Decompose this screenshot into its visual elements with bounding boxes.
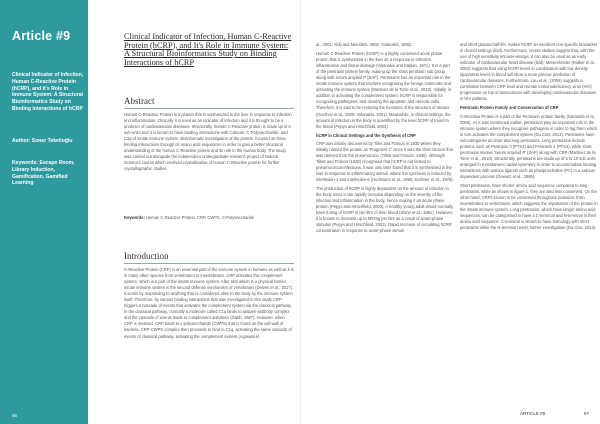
paragraph: Short pentraxins, have shorter amino acid sequence compared to long pentraxins, while as shown in figure 1, they are also less conserved. On the other hand, CRPs known to be conserved throughout evolution, from invertebrates to vertebrates, which suggests the importance of the protein in the innate immune system. Long pentraxins, which have longer amino acid sequences, can be categorised to have a C-terminal and N-terminal in their amino acid sequence. C-terminal is shown to have homology with short pentraxins while the N-terminal needs further investigation (Du Clos, 2013). xyxy=(460,183,598,231)
article-title: Clinical Indicator of Infection, Human C-Reactive Protein (hCRP), and It's Role in Immune System: A Structural Bioinformatics Study on Binding Interactions of hCRP xyxy=(124,32,292,67)
right-page-column-2 xyxy=(460,42,598,234)
running-footer-label: ARTICLE #9 xyxy=(520,411,546,416)
section-heading-pentraxin: Pentraxin Protein Family and Conservation of CRP xyxy=(460,105,559,111)
article-sidebar xyxy=(0,0,88,424)
abstract-text: Human C-Reactive Protein is a protein that is synthesized in the liver in response to infection and inflammation. Clinically it is used as an indicator of infection and it is thought to be a predictor of cardiovascular diseases. Structurally, human C-Reactive protein is made up of 5 sub-units and it is known to have binding interactions with Calcium, C-Polysaccharide, and C1q of innate immune system. Bioinformatic investigation of the protein, focused on three binding interactions through its amino acid sequences in order to gain a better structural understanding of the human C-Reactive protein and its role in the human body. The study was carried out alongside the independent undergraduate research project of Natural Sciences course which involved crystallization of human C-Reactive protein for further crystallographic studies. xyxy=(124,112,292,172)
section-heading-clinical-settings: hCRP in Clinical Settings and the Synthesis of CRP xyxy=(316,132,416,138)
keywords-text: Human C-Reactive Protein, CRP, CWPS, C-Polysaccharide xyxy=(146,215,255,220)
left-page-number: 66 xyxy=(12,413,18,418)
paragraph: CRP was initially discovered by Tillet and Francis in 1930 where they initially named the protein as 'Fragment C' since it was the third fraction that was derived from the pneumococci (Tillett and Francis, 1930). Although Tillett and Francis (1930) recognised that hCRP is not limited to pneumococcal infections, it was only later found that it is synthesised in the liver in response to inflammatory stimuli, where the synthesis is induced by interleukin-1 and interleukin-6 (Hurlimann et al., 1966; Kushner et al., 1978). xyxy=(316,140,454,182)
sidebar-keywords: Keywords: Escape Room, Library Induction, Gamification, Gamified Learning xyxy=(12,160,75,187)
sidebar-author: Author: Soner Tekelioğlu xyxy=(12,138,73,144)
paragraph: Human C-Reactive Protein (hCRP) is a highly conserved acute phase protein that is synthesized in the liver as a response to infection, inflammation and tissue damage (Volanakis and Kaplan, 1971). It is a part of the pentraxin protein family, making up the short pentraxin sub group along with serum amyloid P (SAP). Pentraxins has an important role in the innate immune system that involves recognising the foreign molecules and activating the immune system (Martinez de la Torre et al., 2010). Initially, in addition to activating the complement system, hCRP is responsible for recognising pathogens, and clearing the apoptotic and necrotic cells. Therefore, it is said to be restoring the functions of the structure of tissues (Gershov et al., 2000; Volanakis, 2001). Meanwhile, in clinical settings, the amount of infection in the body is quantified by the level hCRP of found in the blood (Pepys and Hirschfield, 2003). xyxy=(316,51,452,129)
right-page-number: 67 xyxy=(584,411,590,416)
right-page-column-1 xyxy=(316,42,454,237)
left-page xyxy=(96,0,300,424)
sidebar-article-description: Clinical Indicator of Infection, Human C-Reactive Protein (hCRP), and It's Role in Immune System: A Structural Bioinformatics Study on Binding Interactions of hCRP xyxy=(12,72,84,112)
abstract-heading: Abstract xyxy=(124,96,155,106)
paragraph: C-Reactive Protein is a part of the Pentraxin protein family (Garlanda et al., 2005). As it was mentioned earlier, pentraxins play an important role in the immune system where they recognise pathogens in order to tag them which in turn activates the complement system (Du Clos, 2013). Pentraxins have sub-categories as short and long pentraxins. Long pentraxins include proteins such as Pentraxin 3 (PTX3) and Pentraxin 4 (PTX4), while short pentraxins involve 'serum amyloid P' (SAP) along with CRP (Martinez de la Torre et al., 2010). Structurally, pentraxins are made up of 5 to 10 sub units arranged in a pentameric radial symmetry in order to accommodate binding interactions with various ligands such as phosphocholine (PC) in a calcium dependent process (Gewurz et al., 1995). xyxy=(460,113,598,179)
page-gutter xyxy=(300,0,301,424)
article-number-title: Article #9 xyxy=(12,29,71,43)
paragraph: al., 2001; Ablij and Meinders, 2002; Volanakis, 1982). xyxy=(316,42,413,47)
paragraph: The production of hCRP is highly dependent on the amount of infection in the body since it can rapidly increase depending on the severity of the infection and inflammation in the body, hence making it an acute phase protein (Pepys and Hirschfield, 2003). A healthy young adult would normally have 0.8mg of hCRP in per litre of their blood (Shine et al., 1981). However, it is known to increase up to 500mg per litre as a result of acute-phase stimulus (Pepys and Hirschfield, 2003). Rapid increase of circulating hCRP concentration in response to acute-phase stimuli xyxy=(316,186,453,234)
keywords-label: Keywords: xyxy=(124,215,145,220)
abstract-rule xyxy=(124,108,294,109)
introduction-rule xyxy=(124,263,294,264)
paragraph: and short plasma half-life, makes hCRP an excellent non-specific biomarker in clinical settings (ibid). Furthermore, recent studies suggest that, with the use of high sensitivity immune-assays, it can also be used as an early indicator of cardiovascular heart disease (ibid); Meisenhelder (Ridker et al., 2002) suggests that using hCRP levels in combination with low density lipoprotein levels in blood will show a more precise prediction of cardiovascular diseases. Furthermore, Lau et al., (2006) suggests a correlation between CRP level and Human immunodeficiency virus (HIV) progression on top of associations with developing cardiovascular diseases in HIV patients. xyxy=(460,42,598,102)
introduction-text: C-Reactive Protein (CRP) is an essential part of the immune system in humans as well as it is in many other species from vertebrates to invertebrates. CRP activates the complement system, which is a part of the innate immune system. After skin which is a physical barrier, innate immune system is the second defense mechanism of vertebrates (Delves et al., 2017). It works by responding to anything that is considered alien to the body by the immune system itself. Therefore, by various binding interactions that was investigated in this study CRP triggers a cascade of events that activates the complement system via the classical pathway. In the classical pathway, normally a molecule called C1q binds to antigen-antibody complex and the cascade of events leads to complement activation (Gabb, 1987). However, when CRP is involved, CRP binds to c-polysaccharide (CWPS) that is found on the cell wall of bacteria. CRP-CWPS complex then proceeds to bind to C1q, activating the same cascade of events of classical pathway, activating the complement system (Agrawal et xyxy=(124,267,294,339)
introduction-heading: Introduction xyxy=(124,251,169,261)
abstract-keywords xyxy=(124,215,294,221)
